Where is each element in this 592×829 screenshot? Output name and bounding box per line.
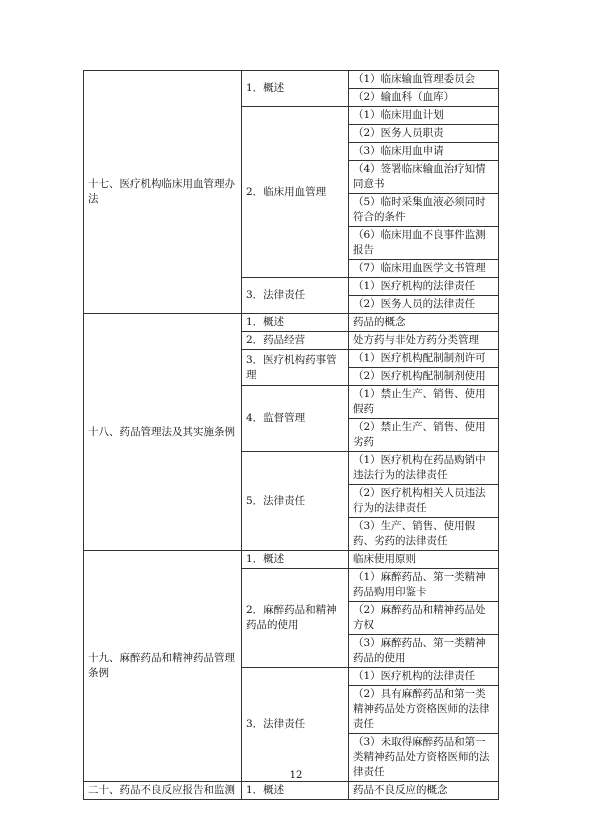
item-text: （3）麻醉药品、第一类精神药品的使用 xyxy=(349,635,499,668)
item-text: （1）医疗机构配制制剂许可 xyxy=(349,350,499,368)
section-name: 3．法律责任 xyxy=(242,278,349,314)
item-text: （5）临时采集血液必须同时符合的条件 xyxy=(349,194,499,227)
page-number: 12 xyxy=(289,770,303,781)
item-text: 处方药与非处方药分类管理 xyxy=(349,332,499,350)
item-text: （1）临床用血计划 xyxy=(349,107,499,125)
section-name: 5．法律责任 xyxy=(242,452,349,551)
table-row xyxy=(84,782,499,800)
section-name: 2．临床用血管理 xyxy=(242,107,349,278)
section-name: 3．法律责任 xyxy=(242,668,349,782)
item-text: （1）医疗机构在药品购销中违法行为的法律责任 xyxy=(349,452,499,485)
section-name: 1．概述 xyxy=(242,71,349,107)
table-row xyxy=(84,71,499,89)
chapter-title: 十七、医疗机构临床用血管理办法 xyxy=(84,71,242,314)
section-name: 1．概述 xyxy=(242,314,349,332)
table-row xyxy=(84,551,499,569)
item-text: 药品的概念 xyxy=(349,314,499,332)
item-text: （2）禁止生产、销售、使用劣药 xyxy=(349,419,499,452)
item-text: （1）医疗机构的法律责任 xyxy=(349,278,499,296)
item-text: （1）医疗机构的法律责任 xyxy=(349,668,499,686)
item-text: （3）未取得麻醉药品和第一类精神药品处方资格医师的法律责任 xyxy=(349,734,499,782)
item-text: （2）医务人员职责 xyxy=(349,125,499,143)
syllabus-table xyxy=(83,70,499,800)
table-row xyxy=(84,314,499,332)
item-text: （1）临床输血管理委员会 xyxy=(349,71,499,89)
item-text: （7）临床用血医学文书管理 xyxy=(349,260,499,278)
item-text: （2）输血科（血库） xyxy=(349,89,499,107)
chapter-title: 十九、麻醉药品和精神药品管理条例 xyxy=(84,551,242,782)
section-name: 4．监督管理 xyxy=(242,386,349,452)
section-name: 2．麻醉药品和精神药品的使用 xyxy=(242,569,349,668)
item-text: （2）医务人员的法律责任 xyxy=(349,296,499,314)
item-text: （2）具有麻醉药品和第一类精神药品处方资格医师的法律责任 xyxy=(349,686,499,734)
item-text: （1）麻醉药品、第一类精神药品购用印鉴卡 xyxy=(349,569,499,602)
item-text: （6）临床用血不良事件监测报告 xyxy=(349,227,499,260)
item-text: 临床使用原则 xyxy=(349,551,499,569)
item-text: （2）麻醉药品和精神药品处方权 xyxy=(349,602,499,635)
item-text: 药品不良反应的概念 xyxy=(349,782,499,800)
item-text: （3）临床用血申请 xyxy=(349,143,499,161)
item-text: （2）医疗机构相关人员违法行为的法律责任 xyxy=(349,485,499,518)
section-name: 1．概述 xyxy=(242,551,349,569)
item-text: （2）医疗机构配制制剂使用 xyxy=(349,368,499,386)
chapter-title: 二十、药品不良反应报告和监测 xyxy=(84,782,242,800)
section-name: 1．概述 xyxy=(242,782,349,800)
item-text: （1）禁止生产、销售、使用假药 xyxy=(349,386,499,419)
item-text: （4）签署临床输血治疗知情同意书 xyxy=(349,161,499,194)
item-text: （3）生产、销售、使用假药、劣药的法律责任 xyxy=(349,518,499,551)
section-name: 2．药品经营 xyxy=(242,332,349,350)
section-name: 3．医疗机构药事管理 xyxy=(242,350,349,386)
chapter-title: 十八、药品管理法及其实施条例 xyxy=(84,314,242,551)
